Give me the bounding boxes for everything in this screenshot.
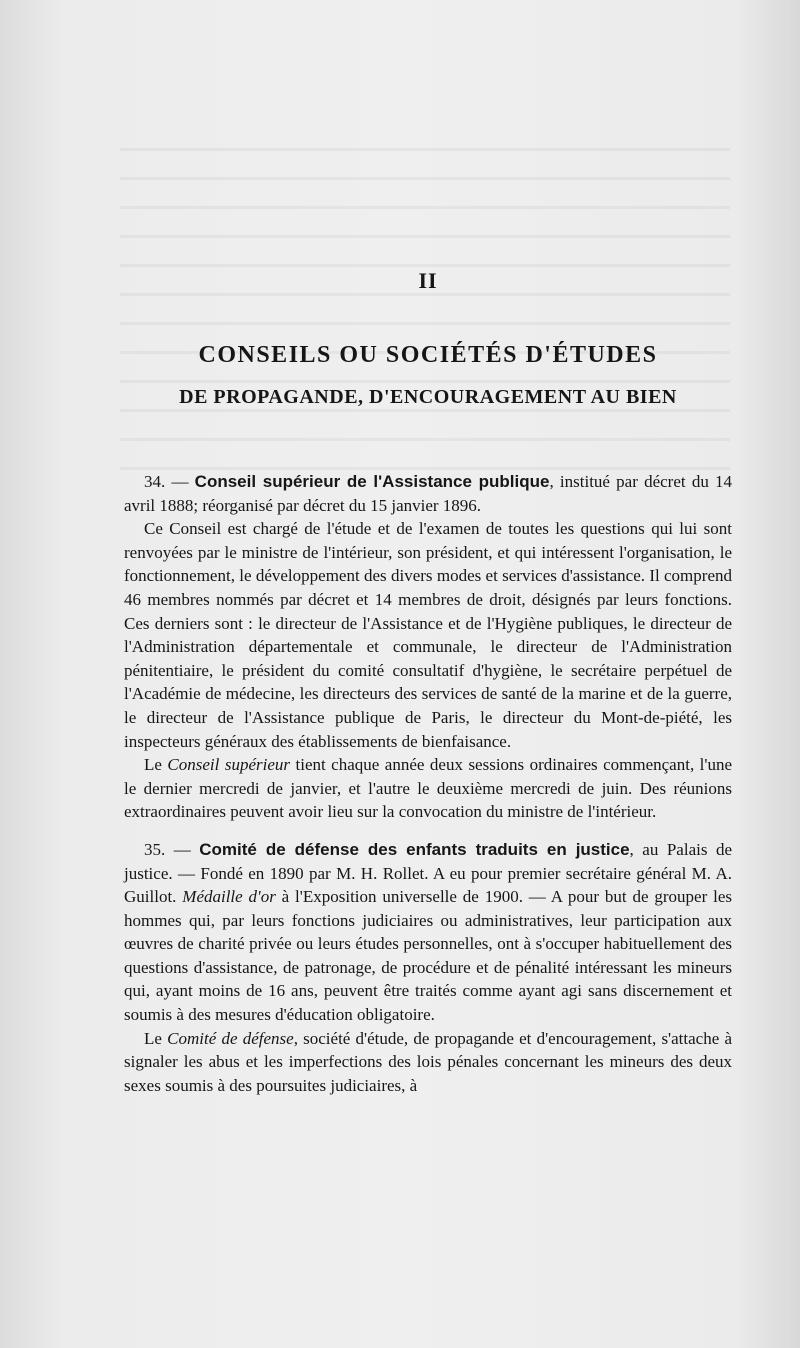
text-run: , au Palais de justice. — Fondé en 1890 par M. H. Rollet. A eu pour premier secrétaire général M. A. Guillot. — [124, 839, 732, 907]
text-run: tient chaque année deux sessions ordinaires commençant, l'une le dernier mercredi de janvier, et l'autre le deuxième mercredi de juin. Des réunions extraordinaires peuvent avoir lieu sur la convocation du ministre de l'intérieur. — [124, 755, 733, 822]
section-34-paragraph-3 — [124, 753, 732, 824]
section-34-paragraph-2: Ce Conseil est chargé de l'étude et de l'examen de toutes les questions qui lui sont renvoyées par le ministre de l'intérieur, son président, et qui intéressent l'organisation, le fonctionnement, le développement des divers modes et services d'assistance. Il comprend 46 membres nommés par décret et 14 membres de droit, désignés par leurs fonctions. Ces derniers sont : le directeur de l'Assistance et de l'Hygiène publiques, le directeur de l'Administration départementale et communale, le directeur de l'Administration pénitentiaire, le président du comité consultatif d'hygiène, le secrétaire perpétuel de l'Académie de médecine, les directeurs des services de santé de la marine et de la guerre, le directeur de l'Assistance publique de Paris, le directeur du Mont-de-piété, les inspecteurs généraux des établissements de bienfaisance. — [124, 519, 732, 751]
italic-term: Conseil supérieur — [167, 755, 291, 775]
chapter-title-line-2: DE PROPAGANDE, D'ENCOURAGEMENT AU BIEN — [179, 386, 677, 408]
text-run: Le — [144, 1028, 168, 1048]
text-run: , société d'étude, de propagande et d'encouragement, s'attache à signaler les abus et les imperfections des lois pénales concernant les mineurs des deux sexes soumis à des poursuites judiciaires, à — [124, 1028, 732, 1095]
section-35-intro — [124, 838, 732, 1027]
italic-term: Comité de défense — [167, 1028, 294, 1048]
dash: — — [165, 839, 200, 859]
section-number: 35. — [144, 839, 166, 859]
section-title: Conseil supérieur de l'Assistance publique — [194, 472, 550, 491]
dash: — — [165, 472, 195, 491]
text-run: Le — [144, 755, 168, 775]
section-number: 34. — [144, 472, 166, 491]
chapter-title-line-1: CONSEILS OU SOCIÉTÉS D'ÉTUDES — [198, 342, 658, 368]
section-title: Comité de défense des enfants traduits en justice — [199, 839, 630, 859]
text-run: à l'Exposition universelle de 1900. — A pour but de grouper les hommes qui, par leurs fonctions judiciaires ou administratives, leur participation aux œuvres de charité privée ou leurs études personnelles, ont à s'occuper habituellement des questions d'assistance, de patronage, de procédure et de pénalité intéressant les mineurs qui, ayant moins de 16 ans, peuvent être traités comme ayant agi sans discernement et soumis à des mesures d'éducation obligatoire. — [124, 887, 732, 1025]
chapter-number: II — [418, 268, 438, 293]
page-content — [124, 268, 732, 1111]
section-35-paragraph-2 — [124, 1027, 732, 1098]
section-34 — [124, 470, 732, 824]
section-intro-text: , institué par décret du 14 avril 1888; réorganisé par décret du 15 janvier 1896. — [124, 472, 733, 515]
section-34-intro — [124, 470, 732, 517]
section-35 — [124, 838, 732, 1098]
italic-term: Médaille d'or — [182, 887, 276, 907]
